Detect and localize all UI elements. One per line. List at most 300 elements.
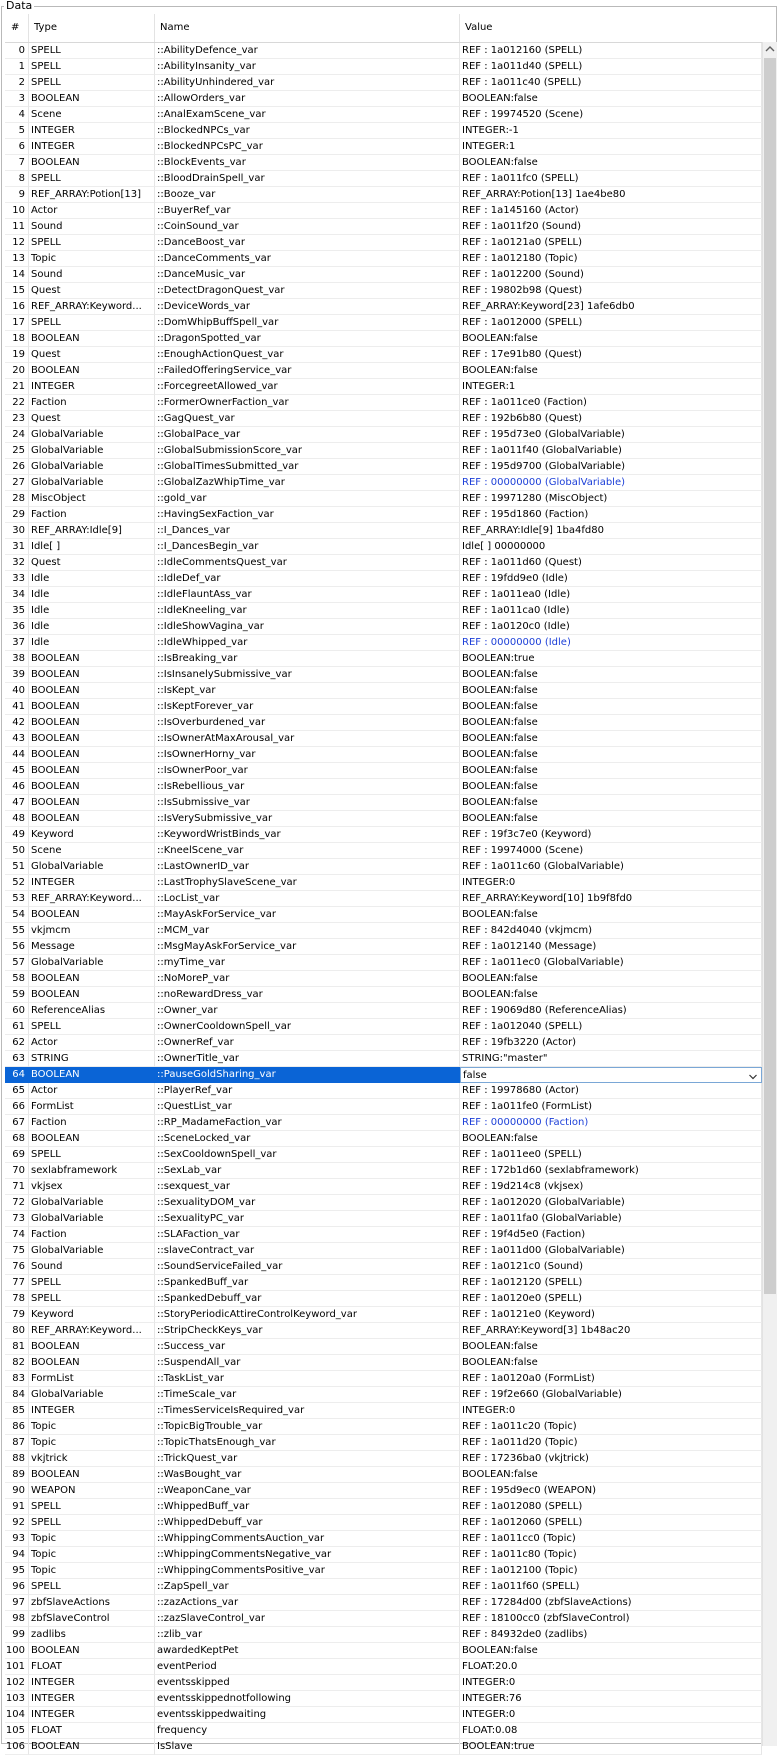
row-type [29, 1211, 155, 1227]
table-row[interactable] [5, 1595, 762, 1611]
table-row[interactable] [5, 1067, 762, 1083]
table-row[interactable] [5, 619, 762, 635]
table-row[interactable] [5, 843, 762, 859]
row-value-text: INTEGER:1 [462, 141, 516, 152]
table-row[interactable] [5, 1275, 762, 1291]
table-row[interactable] [5, 1467, 762, 1483]
table-row[interactable] [5, 571, 762, 587]
row-name-text: ::GlobalTimesSubmitted_var [157, 461, 299, 472]
row-name [155, 603, 460, 619]
row-index [5, 1707, 29, 1723]
table-row[interactable] [5, 1019, 762, 1035]
row-value-text: BOOLEAN:false [462, 813, 538, 824]
row-index-text: 50 [12, 845, 25, 856]
row-value [460, 1179, 762, 1195]
row-value [460, 1211, 762, 1227]
row-type [29, 1243, 155, 1259]
row-index [5, 635, 29, 651]
row-type [29, 203, 155, 219]
row-name [155, 1371, 460, 1387]
table-row[interactable] [5, 1579, 762, 1595]
row-type-text: zadlibs [31, 1629, 66, 1640]
table-row[interactable] [5, 971, 762, 987]
row-name [155, 1387, 460, 1403]
row-type-text: BOOLEAN [31, 333, 80, 344]
row-name [155, 971, 460, 987]
table-row[interactable] [5, 939, 762, 955]
row-type [29, 347, 155, 363]
row-type-text: Scene [31, 845, 62, 856]
table-row[interactable] [5, 1531, 762, 1547]
table-row[interactable] [5, 1307, 762, 1323]
row-index [5, 1723, 29, 1739]
row-index-text: 106 [5, 1741, 25, 1752]
row-index [5, 1659, 29, 1675]
row-name [155, 1467, 460, 1483]
row-type-text: Idle [31, 637, 50, 648]
row-type-text: BOOLEAN [31, 1645, 80, 1656]
table-row[interactable] [5, 331, 762, 347]
row-value [460, 1307, 762, 1323]
row-index [5, 1339, 29, 1355]
row-type-text: INTEGER [31, 1709, 75, 1720]
table-row[interactable] [5, 539, 762, 555]
row-index-text: 62 [12, 1037, 25, 1048]
table-row[interactable] [5, 1323, 762, 1339]
row-index [5, 443, 29, 459]
table-row[interactable] [5, 1227, 762, 1243]
row-name [155, 299, 460, 315]
table-row[interactable] [5, 811, 762, 827]
row-name-text: frequency [157, 1725, 208, 1736]
table-row[interactable] [5, 683, 762, 699]
table-row[interactable] [5, 443, 762, 459]
row-value-text: REF : 1a145160 (Actor) [462, 205, 579, 216]
row-type-text: Quest [31, 349, 61, 360]
row-value-text: BOOLEAN:false [462, 685, 538, 696]
table-row[interactable] [5, 1339, 762, 1355]
row-index [5, 811, 29, 827]
row-value-text: INTEGER:0 [462, 1405, 516, 1416]
table-row[interactable] [5, 91, 762, 107]
scrollbar-thumb[interactable] [764, 58, 776, 1294]
table-row[interactable] [5, 251, 762, 267]
table-row[interactable] [5, 891, 762, 907]
row-type-text: Topic [31, 1421, 57, 1432]
row-value [460, 571, 762, 587]
table-row[interactable] [5, 1003, 762, 1019]
row-index-text: 8 [18, 173, 25, 184]
row-type-text: Idle [31, 589, 50, 600]
table-row[interactable] [5, 1691, 762, 1707]
table-row[interactable] [5, 203, 762, 219]
table-row[interactable] [5, 1515, 762, 1531]
table-row[interactable] [5, 1131, 762, 1147]
row-index [5, 283, 29, 299]
table-row[interactable] [5, 1403, 762, 1419]
row-value-text: REF_ARRAY:Potion[13] 1ae4be80 [462, 189, 626, 200]
table-row[interactable] [5, 555, 762, 571]
row-index-text: 54 [12, 909, 25, 920]
row-name [155, 1339, 460, 1355]
row-name-text: ::BuyerRef_var [157, 205, 231, 216]
table-row[interactable] [5, 603, 762, 619]
row-index-text: 1 [18, 61, 25, 72]
row-value [460, 923, 762, 939]
row-value-text: REF : 1a011d60 (Quest) [462, 557, 582, 568]
row-value-text: REF : 1a011ca0 (Idle) [462, 605, 570, 616]
row-index-text: 63 [12, 1053, 25, 1064]
row-type [29, 1659, 155, 1675]
row-type-text: Faction [31, 509, 67, 520]
row-index-text: 103 [5, 1693, 25, 1704]
row-index [5, 923, 29, 939]
row-value-text: REF : 195d9700 (GlobalVariable) [462, 461, 625, 472]
table-row[interactable] [5, 283, 762, 299]
row-index [5, 395, 29, 411]
vertical-scrollbar[interactable] [762, 42, 777, 1746]
table-row[interactable] [5, 779, 762, 795]
table-row[interactable] [5, 923, 762, 939]
row-index [5, 235, 29, 251]
table-row[interactable] [5, 75, 762, 91]
row-value-text: REF : 1a011cc0 (Topic) [462, 1533, 576, 1544]
row-index-text: 13 [12, 253, 25, 264]
table-row[interactable] [5, 875, 762, 891]
row-type-text: Idle [31, 573, 50, 584]
row-value [460, 1227, 762, 1243]
row-index [5, 1403, 29, 1419]
row-name-text: ::DanceComments_var [157, 253, 271, 264]
table-row[interactable] [5, 635, 762, 651]
table-row[interactable] [5, 1611, 762, 1627]
row-index-text: 33 [12, 573, 25, 584]
row-type [29, 1291, 155, 1307]
row-index-text: 52 [12, 877, 25, 888]
row-value [460, 1467, 762, 1483]
row-value-text: REF : 1a011c80 (Topic) [462, 1549, 577, 1560]
data-grid[interactable] [5, 14, 762, 1752]
row-index [5, 411, 29, 427]
row-name [155, 1739, 460, 1755]
row-value [460, 1563, 762, 1579]
row-name [155, 651, 460, 667]
table-row[interactable] [5, 955, 762, 971]
group-title: Data [6, 0, 33, 12]
row-value [460, 811, 762, 827]
table-row[interactable] [5, 363, 762, 379]
row-value-text: REF : 1a012100 (Topic) [462, 1565, 578, 1576]
table-row[interactable] [5, 731, 762, 747]
row-name [155, 747, 460, 763]
table-row[interactable] [5, 1147, 762, 1163]
table-row[interactable] [5, 379, 762, 395]
table-row[interactable] [5, 747, 762, 763]
row-value [460, 1659, 762, 1675]
table-row[interactable] [5, 1723, 762, 1739]
table-row[interactable] [5, 699, 762, 715]
row-value-text: FLOAT:0.08 [462, 1725, 518, 1736]
row-type [29, 987, 155, 1003]
table-row[interactable] [5, 427, 762, 443]
row-type-text: BOOLEAN [31, 733, 80, 744]
table-row[interactable] [5, 1259, 762, 1275]
table-row[interactable] [5, 795, 762, 811]
table-row[interactable] [5, 155, 762, 171]
row-index-text: 41 [12, 701, 25, 712]
row-name-text: ::KneelScene_var [157, 845, 244, 856]
row-type-text: BOOLEAN [31, 1469, 80, 1480]
row-index-text: 24 [12, 429, 25, 440]
row-value [460, 683, 762, 699]
value-dropdown[interactable] [460, 1067, 762, 1083]
row-type [29, 171, 155, 187]
table-row[interactable] [5, 1499, 762, 1515]
row-name [155, 363, 460, 379]
row-index [5, 363, 29, 379]
table-row[interactable] [5, 651, 762, 667]
row-type [29, 283, 155, 299]
row-name [155, 203, 460, 219]
table-row[interactable] [5, 1387, 762, 1403]
row-type-text: SPELL [31, 1517, 61, 1528]
table-row[interactable] [5, 987, 762, 1003]
row-type-text: BOOLEAN [31, 1341, 80, 1352]
table-row[interactable] [5, 219, 762, 235]
row-type [29, 1467, 155, 1483]
grid-header [5, 14, 762, 43]
table-row[interactable] [5, 1643, 762, 1659]
table-row[interactable] [5, 1291, 762, 1307]
table-row[interactable] [5, 299, 762, 315]
table-row[interactable] [5, 491, 762, 507]
column-header-type[interactable]: Type [29, 14, 155, 42]
table-row[interactable] [5, 139, 762, 155]
table-row[interactable] [5, 1435, 762, 1451]
row-index-text: 20 [12, 365, 25, 376]
row-type-text: REF_ARRAY:Keyword... [31, 893, 142, 904]
row-name-text: ::CoinSound_var [157, 221, 239, 232]
row-index-text: 83 [12, 1373, 25, 1384]
table-row[interactable] [5, 1099, 762, 1115]
row-value-text: REF : 1a012020 (GlobalVariable) [462, 1197, 625, 1208]
row-type [29, 427, 155, 443]
table-row[interactable] [5, 171, 762, 187]
row-name [155, 1723, 460, 1739]
row-value-text: REF : 1a0121e0 (Keyword) [462, 1309, 595, 1320]
row-index [5, 1307, 29, 1323]
table-row[interactable] [5, 235, 762, 251]
row-name-text: ::IdleCommentsQuest_var [157, 557, 287, 568]
row-type-text: Quest [31, 413, 61, 424]
row-index [5, 1115, 29, 1131]
row-name [155, 123, 460, 139]
row-value [460, 187, 762, 203]
row-name [155, 1499, 460, 1515]
table-row[interactable] [5, 1115, 762, 1131]
table-row[interactable] [5, 123, 762, 139]
table-row[interactable] [5, 411, 762, 427]
table-row[interactable] [5, 459, 762, 475]
row-index-text: 25 [12, 445, 25, 456]
row-type [29, 683, 155, 699]
table-row[interactable] [5, 1675, 762, 1691]
row-name [155, 1131, 460, 1147]
table-row[interactable] [5, 1371, 762, 1387]
row-type-text: BOOLEAN [31, 989, 80, 1000]
row-name [155, 1163, 460, 1179]
row-index-text: 7 [18, 157, 25, 168]
row-value [460, 1451, 762, 1467]
row-name-text: ::MayAskForService_var [157, 909, 276, 920]
row-index-text: 31 [12, 541, 25, 552]
row-type-text: Message [31, 941, 75, 952]
column-header-num[interactable]: # [5, 14, 29, 42]
row-value [460, 43, 762, 59]
column-header-name[interactable]: Name [155, 14, 460, 42]
row-name [155, 267, 460, 283]
table-row[interactable] [5, 1739, 762, 1755]
table-row[interactable] [5, 715, 762, 731]
table-row[interactable] [5, 1243, 762, 1259]
row-name [155, 859, 460, 875]
row-type [29, 907, 155, 923]
row-name [155, 1515, 460, 1531]
table-row[interactable] [5, 523, 762, 539]
row-value-text: REF : 1a012040 (SPELL) [462, 1021, 583, 1032]
row-index-text: 11 [12, 221, 25, 232]
table-row[interactable] [5, 507, 762, 523]
row-name-text: ::zazActions_var [157, 1597, 239, 1608]
row-value [460, 651, 762, 667]
row-index [5, 267, 29, 283]
table-row[interactable] [5, 667, 762, 683]
row-index [5, 427, 29, 443]
table-row[interactable] [5, 1707, 762, 1723]
row-type [29, 1083, 155, 1099]
row-index [5, 939, 29, 955]
row-type-text: INTEGER [31, 1405, 75, 1416]
row-value-text: REF : 1a012000 (SPELL) [462, 317, 583, 328]
row-name [155, 955, 460, 971]
row-name-text: ::SexualityPC_var [157, 1213, 245, 1224]
row-value [460, 171, 762, 187]
table-row[interactable] [5, 859, 762, 875]
table-row[interactable] [5, 1195, 762, 1211]
table-row[interactable] [5, 59, 762, 75]
row-type-text: INTEGER [31, 381, 75, 392]
table-row[interactable] [5, 395, 762, 411]
table-row[interactable] [5, 907, 762, 923]
table-row[interactable] [5, 763, 762, 779]
row-value-text: BOOLEAN:false [462, 1341, 538, 1352]
row-index-text: 51 [12, 861, 25, 872]
row-value-text: REF : 1a012080 (SPELL) [462, 1501, 583, 1512]
row-index-text: 9 [18, 189, 25, 200]
row-index-text: 87 [12, 1437, 25, 1448]
row-type [29, 1067, 155, 1083]
table-row[interactable] [5, 347, 762, 363]
column-header-value[interactable]: Value [465, 22, 493, 33]
table-row[interactable] [5, 1451, 762, 1467]
row-value [460, 1339, 762, 1355]
chevron-down-icon[interactable] [749, 1071, 757, 1079]
row-type-text: INTEGER [31, 877, 75, 888]
row-type-text: BOOLEAN [31, 973, 80, 984]
row-name-text: ::GlobalSubmissionScore_var [157, 445, 303, 456]
row-name [155, 1323, 460, 1339]
table-row[interactable] [5, 1419, 762, 1435]
table-row[interactable] [5, 1547, 762, 1563]
row-value [460, 411, 762, 427]
table-row[interactable] [5, 267, 762, 283]
row-index-text: 98 [12, 1613, 25, 1624]
row-type [29, 779, 155, 795]
table-row[interactable] [5, 1035, 762, 1051]
row-name-text: ::DanceBoost_var [157, 237, 245, 248]
row-index [5, 667, 29, 683]
row-value-text: BOOLEAN:false [462, 701, 538, 712]
table-row[interactable] [5, 187, 762, 203]
row-name [155, 667, 460, 683]
row-name-text: ::ZapSpell_var [157, 1581, 229, 1592]
table-row[interactable] [5, 587, 762, 603]
row-name-text: ::noRewardDress_var [157, 989, 263, 1000]
row-index [5, 379, 29, 395]
row-name-text: ::IsInsanelySubmissive_var [157, 669, 292, 680]
table-row[interactable] [5, 1627, 762, 1643]
row-value [460, 139, 762, 155]
table-row[interactable] [5, 1051, 762, 1067]
table-row[interactable] [5, 1163, 762, 1179]
row-type [29, 1451, 155, 1467]
table-row[interactable] [5, 1659, 762, 1675]
row-index-text: 37 [12, 637, 25, 648]
table-row[interactable] [5, 315, 762, 331]
table-row[interactable] [5, 1179, 762, 1195]
table-row[interactable] [5, 1083, 762, 1099]
row-value-text: REF : 1a011fc0 (SPELL) [462, 173, 579, 184]
table-row[interactable] [5, 827, 762, 843]
row-index [5, 699, 29, 715]
row-value [460, 155, 762, 171]
row-value [460, 1723, 762, 1739]
table-row[interactable] [5, 1355, 762, 1371]
row-value [460, 763, 762, 779]
row-name-text: ::LocList_var [157, 893, 220, 904]
row-index-text: 67 [12, 1117, 25, 1128]
row-name-text: ::MCM_var [157, 925, 210, 936]
row-name [155, 1195, 460, 1211]
table-row[interactable] [5, 107, 762, 123]
table-row[interactable] [5, 43, 762, 59]
table-row[interactable] [5, 475, 762, 491]
row-name [155, 1019, 460, 1035]
row-value [460, 347, 762, 363]
row-name-text: IsSlave [157, 1741, 193, 1752]
row-index [5, 1243, 29, 1259]
row-type [29, 731, 155, 747]
row-value [460, 939, 762, 955]
row-index-text: 78 [12, 1293, 25, 1304]
table-row[interactable] [5, 1483, 762, 1499]
row-value-text: REF : 1a011c60 (GlobalVariable) [462, 861, 624, 872]
table-row[interactable] [5, 1211, 762, 1227]
table-row[interactable] [5, 1563, 762, 1579]
row-index-text: 34 [12, 589, 25, 600]
scroll-up-arrow-icon[interactable] [763, 42, 777, 57]
row-index [5, 1563, 29, 1579]
